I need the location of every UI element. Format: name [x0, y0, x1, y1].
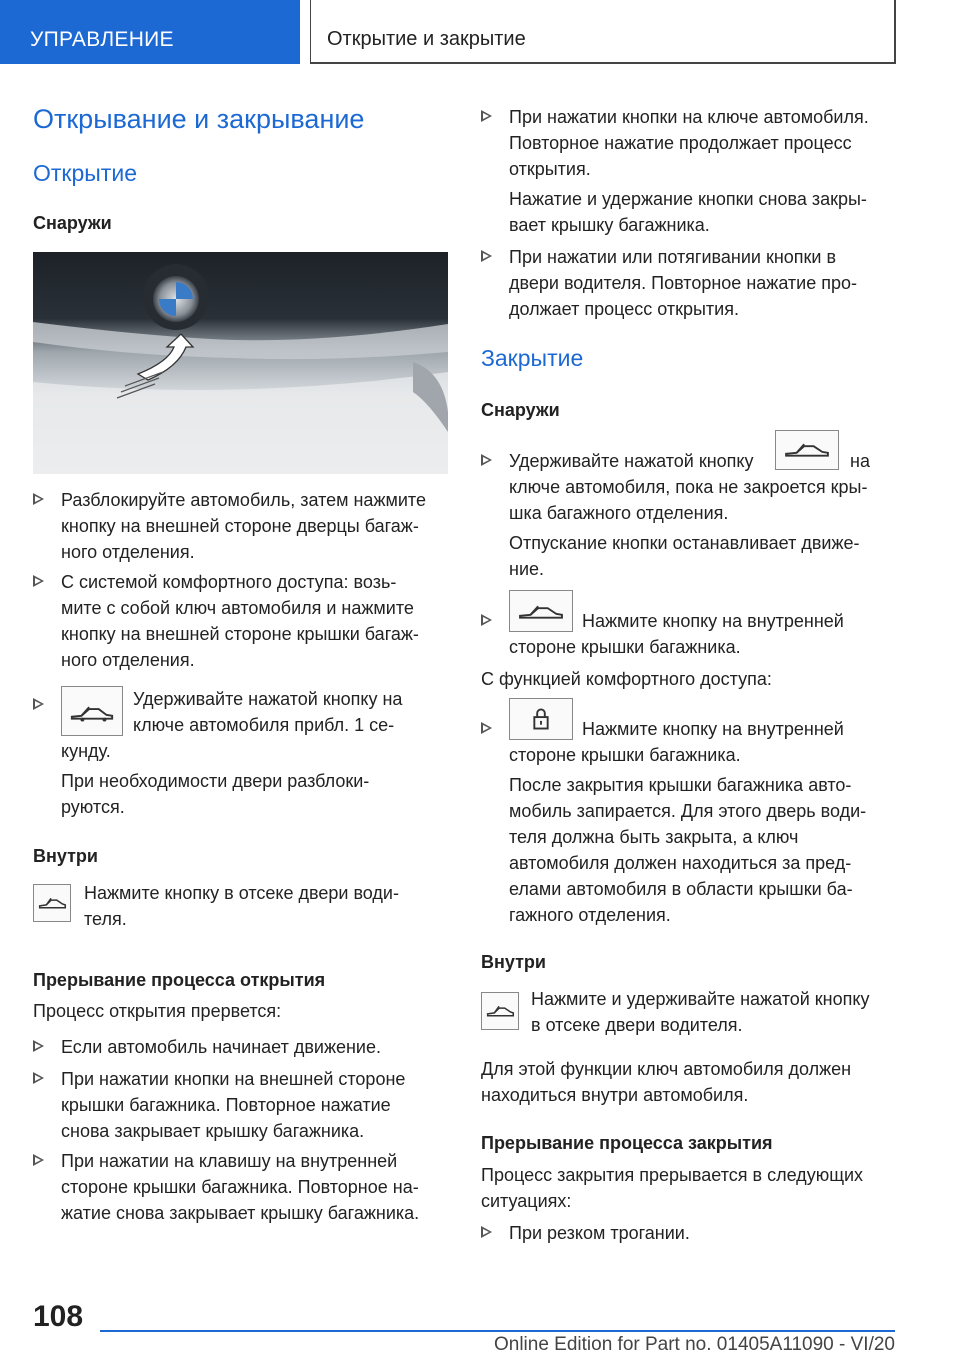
list-item — [33, 569, 449, 673]
open-subtitle: Открытие — [33, 160, 137, 186]
note-line: Нажатие и удержание кнопки снова закры- — [509, 189, 867, 209]
footer-divider — [100, 1330, 895, 1332]
trunk-inner-close-button-icon — [509, 590, 573, 632]
section-tab — [0, 0, 300, 64]
bullet3-note — [61, 768, 449, 820]
comfort-intro: С функцией комфортного доступа: — [481, 669, 772, 689]
list-item-line: открытия. — [509, 159, 591, 179]
note-line: При необходимости двери разблоки- — [61, 771, 370, 791]
triangle-bullet-icon — [33, 1072, 44, 1084]
text-line: Для этой функции ключ автомобиля должен — [481, 1059, 852, 1079]
list-item-line: кнопку на внешней стороне дверцы багаж- — [61, 516, 419, 536]
page-title: Открывание и закрывание — [33, 104, 365, 134]
door-trunk-button-icon — [33, 884, 71, 922]
text-line: ситуациях: — [481, 1191, 572, 1211]
interrupt-open-heading: Прерывание процесса открытия — [33, 970, 326, 990]
c-bullet3-a: Нажмите кнопку на внутренней — [582, 719, 844, 739]
close-subtitle: Закрытие — [481, 345, 584, 371]
bullet3-cont: кунду. — [61, 741, 111, 761]
list-item — [481, 1220, 897, 1246]
list-item-line: ключе автомобиля прибл. 1 се- — [133, 715, 395, 735]
text-line: в отсеке двери водителя. — [531, 1015, 743, 1035]
triangle-bullet-icon — [33, 1040, 44, 1052]
triangle-bullet-icon — [33, 1154, 44, 1166]
outside-heading: Снаружи — [33, 213, 112, 233]
close-inside-note — [481, 1056, 897, 1108]
triangle-bullet-icon — [33, 698, 44, 710]
list-item — [33, 1034, 449, 1060]
c-bullet1-post: на — [850, 451, 870, 471]
text-line: Нажмите кнопку в отсеке двери води- — [84, 883, 399, 903]
note-line: автомобиля должен находиться за пред- — [509, 853, 852, 873]
inside-text — [84, 880, 449, 932]
chapter-label: Открытие и закрытие — [327, 28, 526, 50]
footer-edition: Online Edition for Part no. 01405A11090 - VI/20 — [493, 1334, 895, 1355]
text-line: находиться внутри автомобиля. — [481, 1085, 749, 1105]
triangle-bullet-icon — [481, 250, 492, 262]
text-line: Нажмите и удерживайте нажатой кнопку — [531, 989, 870, 1009]
inside-heading: Внутри — [33, 846, 98, 866]
triangle-bullet-icon — [481, 454, 492, 466]
interrupt-close-intro — [481, 1162, 897, 1214]
list-item-line: При нажатии кнопки на ключе автомобиля. — [509, 107, 869, 127]
list-item — [33, 487, 449, 565]
list-item-line: двери водителя. Повторное нажатие про- — [509, 273, 858, 293]
note-line: ние. — [509, 559, 545, 579]
note-line: После закрытия крышки багажника авто- — [509, 775, 852, 795]
list-item-line: При нажатии или потягивании кнопки в — [509, 247, 837, 267]
list-item-line: стороне крышки багажника. Повторное на- — [61, 1177, 419, 1197]
list-item-line: снова закрывает крышку багажника. — [61, 1121, 365, 1141]
note-line: мобиль запирается. Для этого дверь води- — [509, 801, 867, 821]
close-outside-heading: Снаружи — [481, 400, 560, 420]
interrupt-close-heading: Прерывание процесса закрытия — [481, 1133, 773, 1153]
note-line: теля должна быть закрыта, а ключ — [509, 827, 799, 847]
triangle-bullet-icon — [33, 493, 44, 505]
close-inside-heading: Внутри — [481, 952, 546, 972]
list-item — [481, 104, 897, 182]
list-item-line: При нажатии на клавишу на внутренней — [61, 1151, 398, 1171]
list-item-line: должает процесс открытия. — [509, 299, 739, 319]
list-item-line: ного отделения. — [61, 650, 195, 670]
interrupt-open-intro: Процесс открытия прервется: — [33, 1001, 282, 1021]
triangle-bullet-icon — [481, 614, 492, 626]
lock-button-icon — [509, 698, 573, 740]
list-item-line: Повторное нажатие продолжает процесс — [509, 133, 852, 153]
note-line: гажного отделения. — [509, 905, 671, 925]
trunk-close-key-button-icon — [775, 430, 839, 470]
triangle-bullet-icon — [481, 110, 492, 122]
list-item-line: Разблокируйте автомобиль, затем нажмите — [61, 490, 426, 510]
text-line: теля. — [84, 909, 127, 929]
list-item — [33, 1066, 449, 1144]
list-item-line: При нажатии кнопки на внешней стороне — [61, 1069, 406, 1089]
c-bullet3-b: стороне крышки багажника. — [509, 745, 741, 765]
note-line: руются. — [61, 797, 125, 817]
c-bullet2-b: стороне крышки багажника. — [509, 637, 741, 657]
door-close-button-icon — [481, 992, 519, 1030]
list-item — [481, 244, 897, 322]
close-inside-text — [531, 986, 899, 1038]
note-line: Отпускание кнопки останавливает движе- — [509, 533, 860, 553]
bullet3-text — [133, 686, 449, 738]
list-item — [33, 1148, 449, 1226]
r-bullet1-note — [509, 186, 899, 238]
triangle-bullet-icon — [481, 1226, 492, 1238]
c-bullet2-a: Нажмите кнопку на внутренней — [582, 611, 844, 631]
c-bullet3-note — [509, 772, 899, 928]
page-number: 108 — [33, 1300, 84, 1333]
c-bullet1-pre: Удерживайте нажатой кнопку — [509, 451, 754, 471]
list-item-line: Если автомобиль начинает движение. — [61, 1037, 382, 1057]
c-bullet1-note — [509, 530, 899, 582]
list-item-line: При резком трогании. — [509, 1223, 690, 1243]
list-item-line: мите с собой ключ автомобиля и нажмите — [61, 598, 414, 618]
note-line: елами автомобиля в области крышки ба- — [509, 879, 853, 899]
section-label: УПРАВЛЕНИЕ — [30, 28, 174, 51]
list-item-line: крышки багажника. Повторное нажатие — [61, 1095, 391, 1115]
list-item-line: жатие снова закрывает крышку багажника. — [61, 1203, 420, 1223]
c-bullet1-rest — [509, 474, 899, 526]
note-line: вает крышку багажника. — [509, 215, 710, 235]
list-item-line: ного отделения. — [61, 542, 195, 562]
list-item-line: С системой комфортного доступа: возь- — [61, 572, 397, 592]
list-item-line: ключе автомобиля, пока не закроется кры- — [509, 477, 868, 497]
list-item-line: Удерживайте нажатой кнопку на — [133, 689, 403, 709]
chapter-header — [310, 0, 896, 64]
trunk-button-photo — [33, 252, 448, 474]
text-line: Процесс закрытия прерывается в следующих — [481, 1165, 864, 1185]
list-item-line: кнопку на внешней стороне крышки багаж- — [61, 624, 419, 644]
trunk-key-button-icon — [61, 686, 123, 736]
triangle-bullet-icon — [481, 722, 492, 734]
list-item-line: шка багажного отделения. — [509, 503, 729, 523]
triangle-bullet-icon — [33, 575, 44, 587]
